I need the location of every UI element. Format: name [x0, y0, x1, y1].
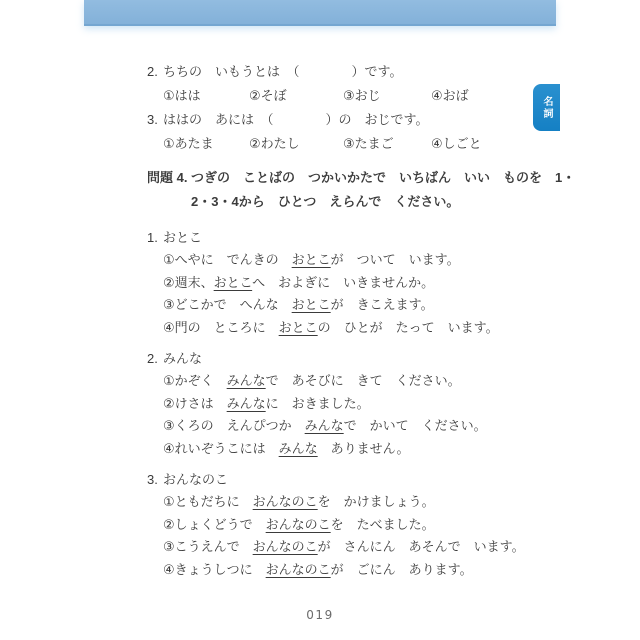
- sentence-1: [163, 491, 553, 514]
- question-number: 2.: [147, 64, 158, 79]
- chapter-tab-label: 名詞: [541, 95, 552, 120]
- sentence-3: [163, 415, 553, 438]
- option-4: ④おば: [431, 88, 469, 103]
- sentence-4: [163, 438, 553, 461]
- sentence-pre: ②しょくどうで: [163, 516, 266, 532]
- problem4-label: 問題 4.: [147, 170, 188, 185]
- question-2-options: [163, 84, 553, 108]
- sentence-post: ありません。: [317, 440, 410, 456]
- underlined-word: おんなのこ: [265, 561, 331, 577]
- sentence-2: [163, 393, 553, 416]
- usage-item-number: 1.: [147, 230, 158, 245]
- sentence-pre: ④れいぞうこには: [163, 440, 279, 456]
- underlined-word: おとこ: [213, 274, 253, 290]
- option-1: ①はは: [163, 88, 201, 103]
- sentence-post: を かけましょう。: [317, 494, 435, 509]
- usage-item-2-head: [147, 347, 553, 370]
- usage-item-word: おとこ: [163, 230, 203, 245]
- underlined-word: おとこ: [291, 252, 331, 267]
- sentence-pre: ①へやに でんきの: [163, 252, 292, 267]
- sentence-pre: ①かぞく: [163, 373, 227, 388]
- sentence-post: で かいて ください。: [343, 418, 487, 433]
- sentence-pre: ③くろの えんぴつか: [163, 418, 305, 433]
- underlined-word: みんな: [278, 440, 318, 456]
- problem4-instructions: [191, 166, 575, 214]
- underlined-word: みんな: [226, 373, 266, 388]
- underlined-word: おんなのこ: [265, 516, 331, 532]
- usage-item-3-sentences: [163, 491, 553, 581]
- sentence-pre: ③こうえんで: [163, 539, 253, 554]
- option-4: ④しごと: [431, 136, 482, 151]
- usage-item-word: みんな: [163, 351, 203, 366]
- option-2: ②そぼ: [249, 88, 287, 103]
- underlined-word: おとこ: [291, 297, 331, 312]
- sentence-2: [163, 514, 553, 537]
- option-3: ③おじ: [343, 88, 381, 103]
- sentence-pre: ②けさは: [163, 395, 227, 411]
- question-2: [147, 60, 553, 84]
- usage-item-3-head: [147, 468, 553, 491]
- question-text: ははの あには （ ）の おじです。: [163, 112, 429, 127]
- sentence-pre: ④門の ところに: [163, 319, 279, 335]
- usage-item-number: 2.: [147, 351, 158, 366]
- underlined-word: みんな: [304, 418, 344, 433]
- option-2: ②わたし: [249, 136, 300, 151]
- question-3-options: [163, 132, 553, 156]
- sentence-pre: ②週末、: [163, 274, 214, 290]
- page-top-banner: [84, 0, 556, 26]
- sentence-post: が ついて います。: [330, 252, 460, 267]
- underlined-word: おんなのこ: [252, 494, 318, 509]
- problem4-line1: つぎの ことばの つかいかたで いちばん いい ものを 1・: [191, 170, 576, 185]
- usage-item-1-head: [147, 226, 553, 249]
- sentence-pre: ③どこかで へんな: [163, 297, 292, 312]
- sentence-post: が ごにん あります。: [330, 561, 473, 577]
- question-3: [147, 108, 553, 132]
- question-text: ちちの いもうとは （ ）です。: [163, 64, 403, 79]
- sentence-1: [163, 370, 553, 393]
- page-number: 019: [306, 608, 334, 622]
- option-1: ①あたま: [163, 136, 214, 151]
- usage-item-2-sentences: [163, 370, 553, 460]
- sentence-2: [163, 272, 553, 295]
- question-number: 3.: [147, 112, 158, 127]
- sentence-4: [163, 317, 553, 340]
- sentence-post: が さんにん あそんで います。: [317, 539, 525, 554]
- sentence-post: を たべました。: [330, 516, 435, 532]
- sentence-4: [163, 559, 553, 582]
- usage-item-number: 3.: [147, 472, 158, 487]
- page-content: [147, 60, 576, 581]
- usage-item-1-sentences: [163, 249, 553, 339]
- sentence-3: [163, 536, 553, 559]
- sentence-pre: ④きょうしつに: [163, 561, 266, 577]
- underlined-word: おんなのこ: [252, 539, 318, 554]
- sentence-post: へ およぎに いきませんか。: [252, 274, 435, 290]
- sentence-3: [163, 294, 553, 317]
- option-3: ③たまご: [343, 136, 394, 151]
- underlined-word: みんな: [226, 395, 266, 411]
- sentence-post: の ひとが たって います。: [317, 319, 499, 335]
- sentence-post: が きこえます。: [330, 297, 434, 312]
- problem4-line2: 2・3・4から ひとつ えらんで ください。: [191, 194, 460, 209]
- sentence-post: に おきました。: [265, 395, 370, 411]
- underlined-word: おとこ: [278, 319, 318, 335]
- sentence-1: [163, 249, 553, 272]
- problem4-header: [147, 166, 576, 214]
- sentence-post: で あそびに きて ください。: [265, 373, 461, 388]
- sentence-pre: ①ともだちに: [163, 494, 253, 509]
- usage-item-word: おんなのこ: [163, 472, 229, 487]
